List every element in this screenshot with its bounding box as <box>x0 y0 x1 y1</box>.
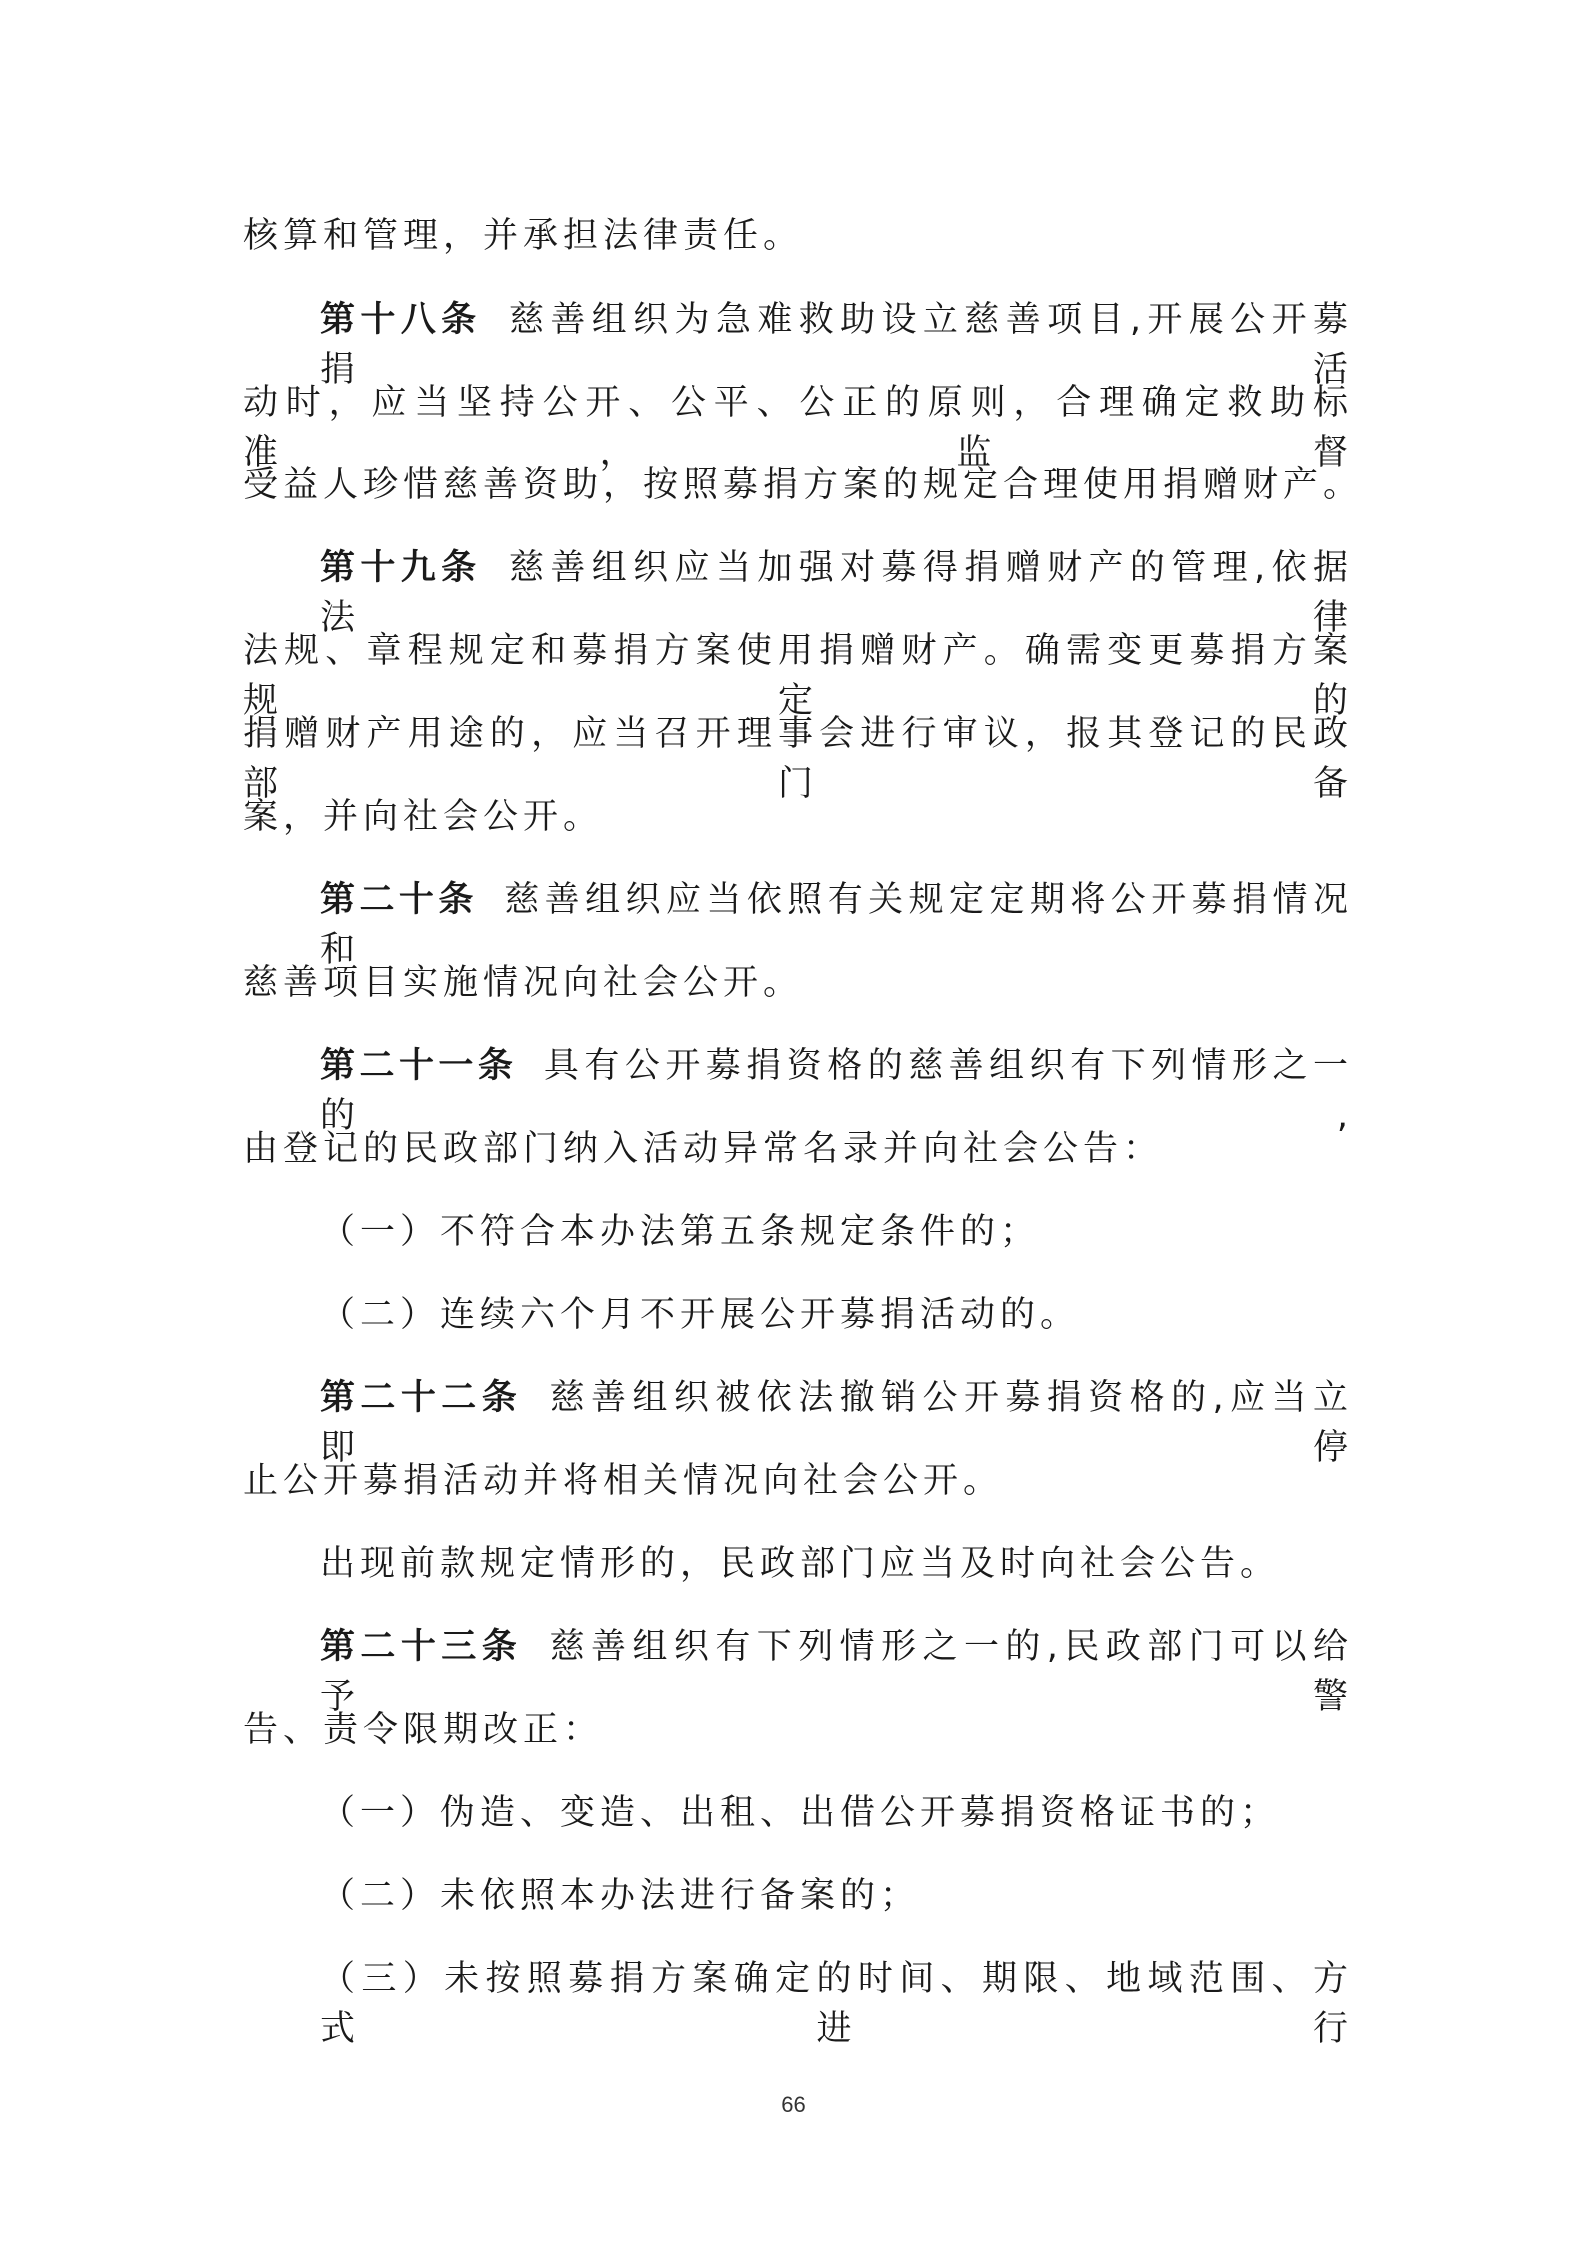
list-item: （二）连续六个月不开展公开募捐活动的。 <box>320 1295 1081 1335</box>
article-23-heading-line <box>320 1622 1353 1717</box>
text-line: 由登记的民政部门纳入活动异常名录并向社会公告： <box>243 1129 1164 1169</box>
article-21-heading-line <box>320 1041 1353 1136</box>
list-item: （二）未依照本办法进行备案的； <box>320 1876 921 1916</box>
article-text: 具有公开募捐资格的慈善组织有下列情形之一的, <box>320 1046 1353 1136</box>
list-item: （一）伪造、变造、出租、出借公开募捐资格证书的； <box>320 1793 1281 1833</box>
article-number: 第二十三条 <box>320 1626 523 1667</box>
article-18-heading-line <box>320 295 1353 390</box>
article-number: 第二十一条 <box>320 1045 518 1086</box>
article-20-heading-line <box>320 875 1353 970</box>
article-text: 慈善组织有下列情形之一的,民政部门可以给予警 <box>320 1627 1353 1717</box>
article-19-heading-line <box>320 543 1353 638</box>
text-line: 案，并向社会公开。 <box>243 797 604 837</box>
article-text: 慈善组织为急难救助设立慈善项目,开展公开募捐活 <box>320 300 1353 390</box>
text-line: 慈善项目实施情况向社会公开。 <box>243 963 804 1003</box>
text-line: 法规、章程规定和募捐方案使用捐赠财产。确需变更募捐方案规定的 <box>243 631 1353 721</box>
list-item: （一）不符合本办法第五条规定条件的； <box>320 1212 1041 1252</box>
article-number: 第二十二条 <box>320 1377 523 1418</box>
article-number: 第十八条 <box>320 299 482 340</box>
article-number: 第十九条 <box>320 547 482 588</box>
article-text: 慈善组织应当依照有关规定定期将公开募捐情况和 <box>320 880 1353 970</box>
text-line: 捐赠财产用途的，应当召开理事会进行审议，报其登记的民政部门备 <box>243 714 1353 804</box>
article-number: 第二十条 <box>320 879 478 920</box>
text-line: 动时，应当坚持公开、公平、公正的原则，合理确定救助标准，监督 <box>243 383 1353 473</box>
article-text: 慈善组织应当加强对募得捐赠财产的管理,依据法律 <box>320 548 1353 638</box>
list-item: （三）未按照募捐方案确定的时间、期限、地域范围、方式进行 <box>320 1959 1353 2049</box>
text-line: 出现前款规定情形的，民政部门应当及时向社会公告。 <box>320 1544 1281 1584</box>
text-line: 受益人珍惜慈善资助，按照募捐方案的规定合理使用捐赠财产。 <box>243 465 1364 505</box>
page-number: 66 <box>781 2092 806 2117</box>
text-line: 核算和管理，并承担法律责任。 <box>243 216 804 256</box>
text-line: 告、责令限期改正： <box>243 1710 604 1750</box>
text-line: 止公开募捐活动并将相关情况向社会公开。 <box>243 1461 1004 1501</box>
article-22-heading-line <box>320 1373 1353 1468</box>
article-text: 慈善组织被依法撤销公开募捐资格的,应当立即停 <box>320 1378 1353 1468</box>
